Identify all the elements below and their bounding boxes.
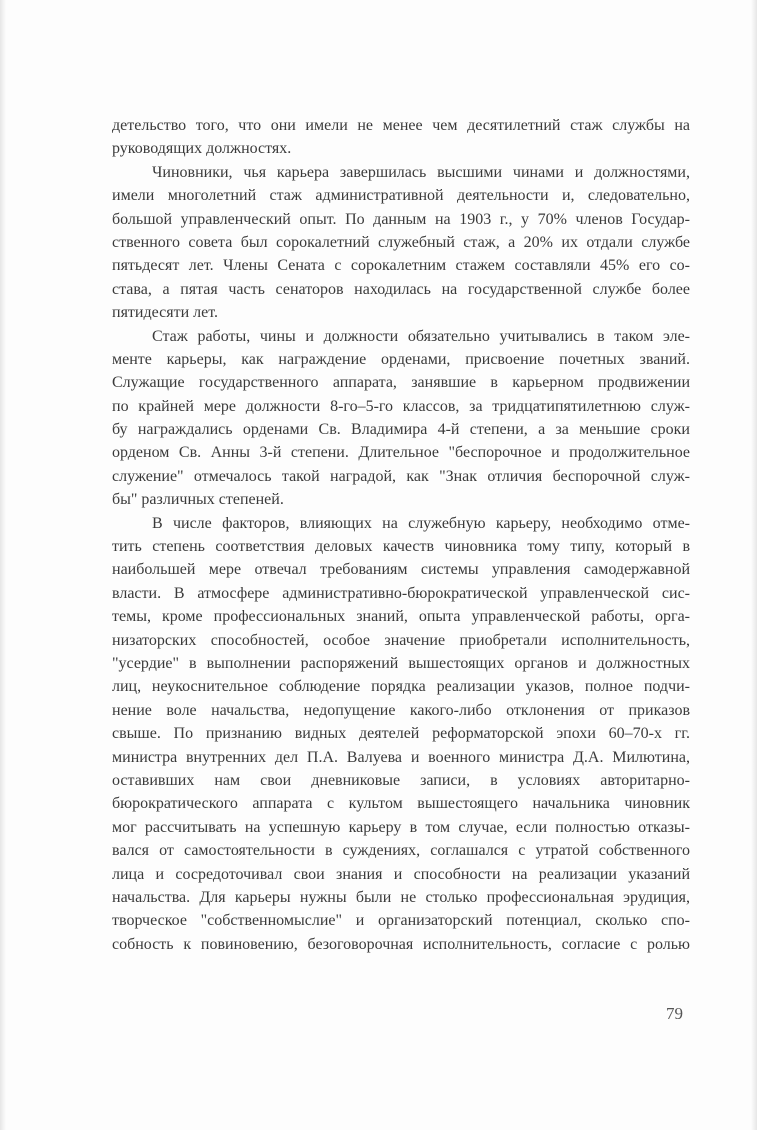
text-line: пятидесяти лет. — [112, 304, 219, 322]
text-line: имели многолетний стаж административной деятельности и, следовательно, — [112, 187, 690, 205]
text-line: лица и сосредоточивал свои знания и способности на реализации указаний — [112, 865, 690, 883]
text-line: бу награждались орденами Св. Владимира 4-й степени, а за меньшие сроки — [112, 421, 690, 439]
text-line: Стаж работы, чины и должности обязательно учитывались в таком эле- — [152, 327, 690, 345]
text-line: бюрократического аппарата с культом вышестоящего начальника чиновник — [112, 795, 690, 813]
text-line: оставивших нам свои дневниковые записи, в условиях авторитарно- — [112, 771, 690, 789]
paragraph — [112, 325, 690, 512]
text-line: вался от самостоятельности в суждениях, соглашался с утратой собственного — [112, 842, 690, 860]
text-line: тить степень соответствия деловых качеств чиновника тому типу, который в — [112, 538, 690, 556]
text-line: власти. В атмосфере административно-бюрократической управленческой сис- — [112, 584, 690, 602]
paragraph — [112, 161, 690, 325]
text-line: Служащие государственного аппарата, занявшие в карьерном продвижении — [112, 374, 690, 392]
text-line: большой управленческий опыт. По данным на 1903 г., у 70% членов Государ- — [112, 210, 690, 228]
text-line: наибольшей мере отвечал требованиям системы управления самодержавной — [112, 561, 690, 579]
body-text — [112, 114, 690, 956]
text-line: мог рассчитывать на успешную карьеру в том случае, если полностью отказы- — [112, 818, 690, 836]
text-line: нение воле начальства, недопущение какого-либо отклонения от приказов — [112, 701, 690, 719]
text-line: бы" различных степеней. — [112, 491, 284, 509]
text-line: по крайней мере должности 8-го–5-го классов, за тридцатипятилетнюю служ- — [112, 397, 690, 415]
text-line: орденом Св. Анны 3-й степени. Длительное "беспорочное и продолжительное — [112, 444, 690, 462]
text-line: става, а пятая часть сенаторов находилась на государственной службе более — [112, 280, 690, 298]
text-line: "усердие" в выполнении распоряжений вышестоящих органов и должностных — [112, 654, 690, 672]
text-line: лиц, неукоснительное соблюдение порядка реализации указов, полное подчи- — [112, 678, 690, 696]
paragraph — [112, 114, 690, 161]
text-line: темы, кроме профессиональных знаний, опыта управленческой работы, орга- — [112, 608, 690, 626]
text-line: свыше. По признанию видных деятелей реформаторской эпохи 60–70-х гг. — [112, 725, 690, 743]
text-line: ственного совета был сорокалетний служебный стаж, а 20% их отдали службе — [112, 233, 690, 251]
paragraph — [112, 512, 690, 956]
page-number: 79 — [666, 1004, 683, 1023]
text-line: министра внутренних дел П.А. Валуева и военного министра Д.А. Милютина, — [112, 748, 690, 766]
text-line: пятьдесят лет. Члены Сената с сорокалетним стажем составляли 45% его со- — [112, 257, 690, 275]
text-line: служение" отмечалось такой наградой, как "Знак отличия беспорочной служ- — [112, 467, 690, 485]
text-line: Чиновники, чья карьера завершилась высшими чинами и должностями, — [152, 163, 690, 181]
scan-edge-right — [751, 0, 757, 1130]
text-line: менте карьеры, как награждение орденами, присвоение почетных званий. — [112, 350, 690, 368]
text-line: низаторских способностей, особое значение приобретали исполнительность, — [112, 631, 690, 649]
text-line: В числе факторов, влияющих на служебную карьеру, необходимо отме- — [152, 514, 690, 532]
scan-edge-left — [0, 0, 6, 1130]
text-line: творческое "собственномыслие" и организаторский потенциал, сколько спо- — [112, 912, 690, 930]
text-line: руководящих должностях. — [112, 140, 292, 158]
text-line: начальства. Для карьеры нужны были не столько профессиональная эрудиция, — [112, 888, 690, 906]
text-line: собность к повиновению, безоговорочная исполнительность, согласие с ролью — [112, 935, 690, 953]
text-line: детельство того, что они имели не менее чем десятилетний стаж службы на — [112, 117, 690, 134]
